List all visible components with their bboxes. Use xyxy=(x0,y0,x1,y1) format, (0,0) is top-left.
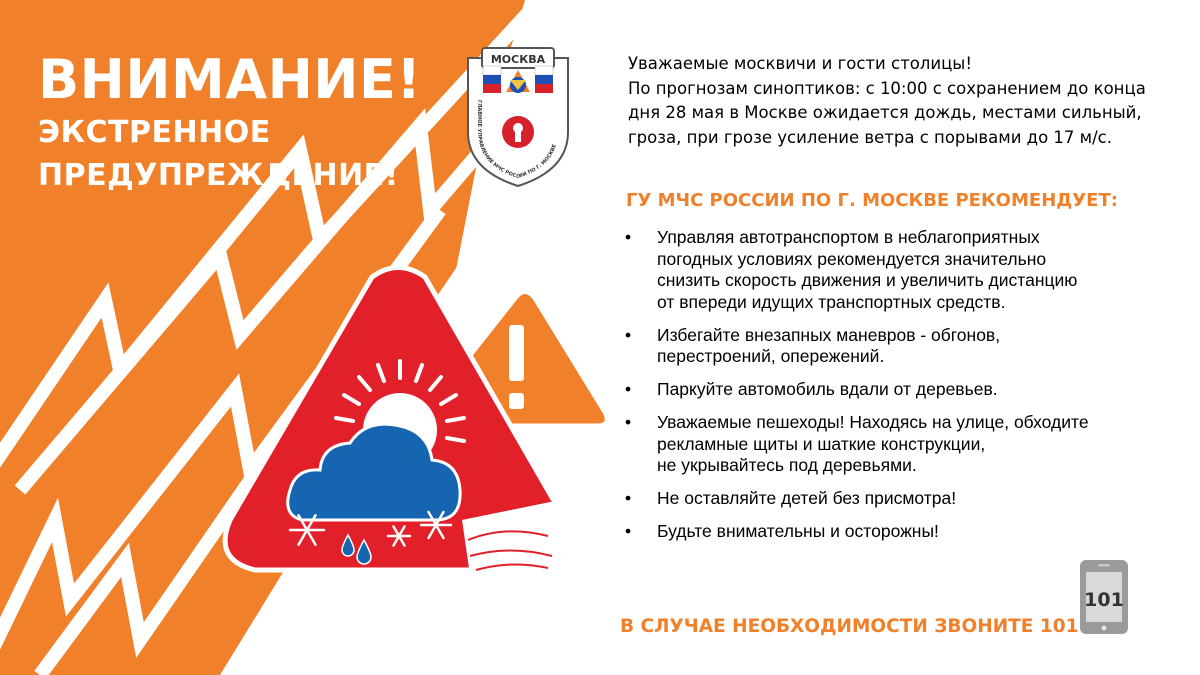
list-item xyxy=(625,325,1095,368)
bullet: • xyxy=(625,521,632,541)
phone-number: 101 xyxy=(1084,589,1124,611)
mchs-moscow-emblem xyxy=(468,48,568,186)
bullet: • xyxy=(625,379,632,399)
list-item xyxy=(625,227,1095,313)
bullet: • xyxy=(625,324,632,345)
intro-greeting: Уважаемые москвичи и гости столицы! xyxy=(628,54,972,73)
emblem-city: МОСКВА xyxy=(490,53,546,66)
list-item-text: Не оставляйте детей без присмотра! xyxy=(657,488,957,508)
list-item xyxy=(625,412,1095,477)
mobile-phone-icon xyxy=(1080,560,1128,634)
page-title: ВНИМАНИЕ! xyxy=(38,48,422,111)
bullet: • xyxy=(625,412,632,432)
recommendations-heading: ГУ МЧС РОССИИ ПО Г. МОСКВЕ РЕКОМЕНДУЕТ: xyxy=(626,190,1118,211)
list-item-text: Паркуйте автомобиль вдали от деревьев. xyxy=(657,379,998,399)
intro-forecast: По прогнозам синоптиков: с 10:00 с сохранением до конца дня 28 мая в Москве ожидается дождь, местами сильный, гроза, при грозе усиление ветра с порывами до 17 м/с. xyxy=(628,78,1146,147)
list-item-text: Будьте внимательны и осторожны! xyxy=(657,521,939,541)
page-subtitle-line1: ЭКСТРЕННОЕ xyxy=(38,115,271,150)
bullet: • xyxy=(625,227,632,247)
list-item xyxy=(625,521,1095,543)
list-item xyxy=(625,379,1095,401)
list-item-text: Уважаемые пешеходы! Находясь на улице, обходите рекламные щиты и шаткие конструкции, не укрывайтесь под деревьями. xyxy=(657,412,1089,475)
intro-text xyxy=(628,52,1148,150)
bullet: • xyxy=(625,488,632,508)
list-item-text: Избегайте внезапных маневров - обгонов, перестроений, опережений. xyxy=(657,324,1001,366)
recommendations-list xyxy=(625,227,1095,554)
page-subtitle-line2: ПРЕДУПРЕЖДЕНИЕ! xyxy=(38,158,399,193)
emergency-call-text: В СЛУЧАЕ НЕОБХОДИМОСТИ ЗВОНИТЕ 101 xyxy=(620,616,1079,637)
list-item xyxy=(625,488,1095,510)
list-item-text: Управляя автотранспортом в неблагоприятных погодных условиях рекомендуется значительно снизить скорость движения и увеличить дистанцию от впереди идущих транспортных средств. xyxy=(657,227,1078,312)
emblem-ring-textpath: ГЛАВНОЕ УПРАВЛЕНИЕ МЧС РОССИИ ПО Г. МОСКВЕ xyxy=(475,100,558,181)
